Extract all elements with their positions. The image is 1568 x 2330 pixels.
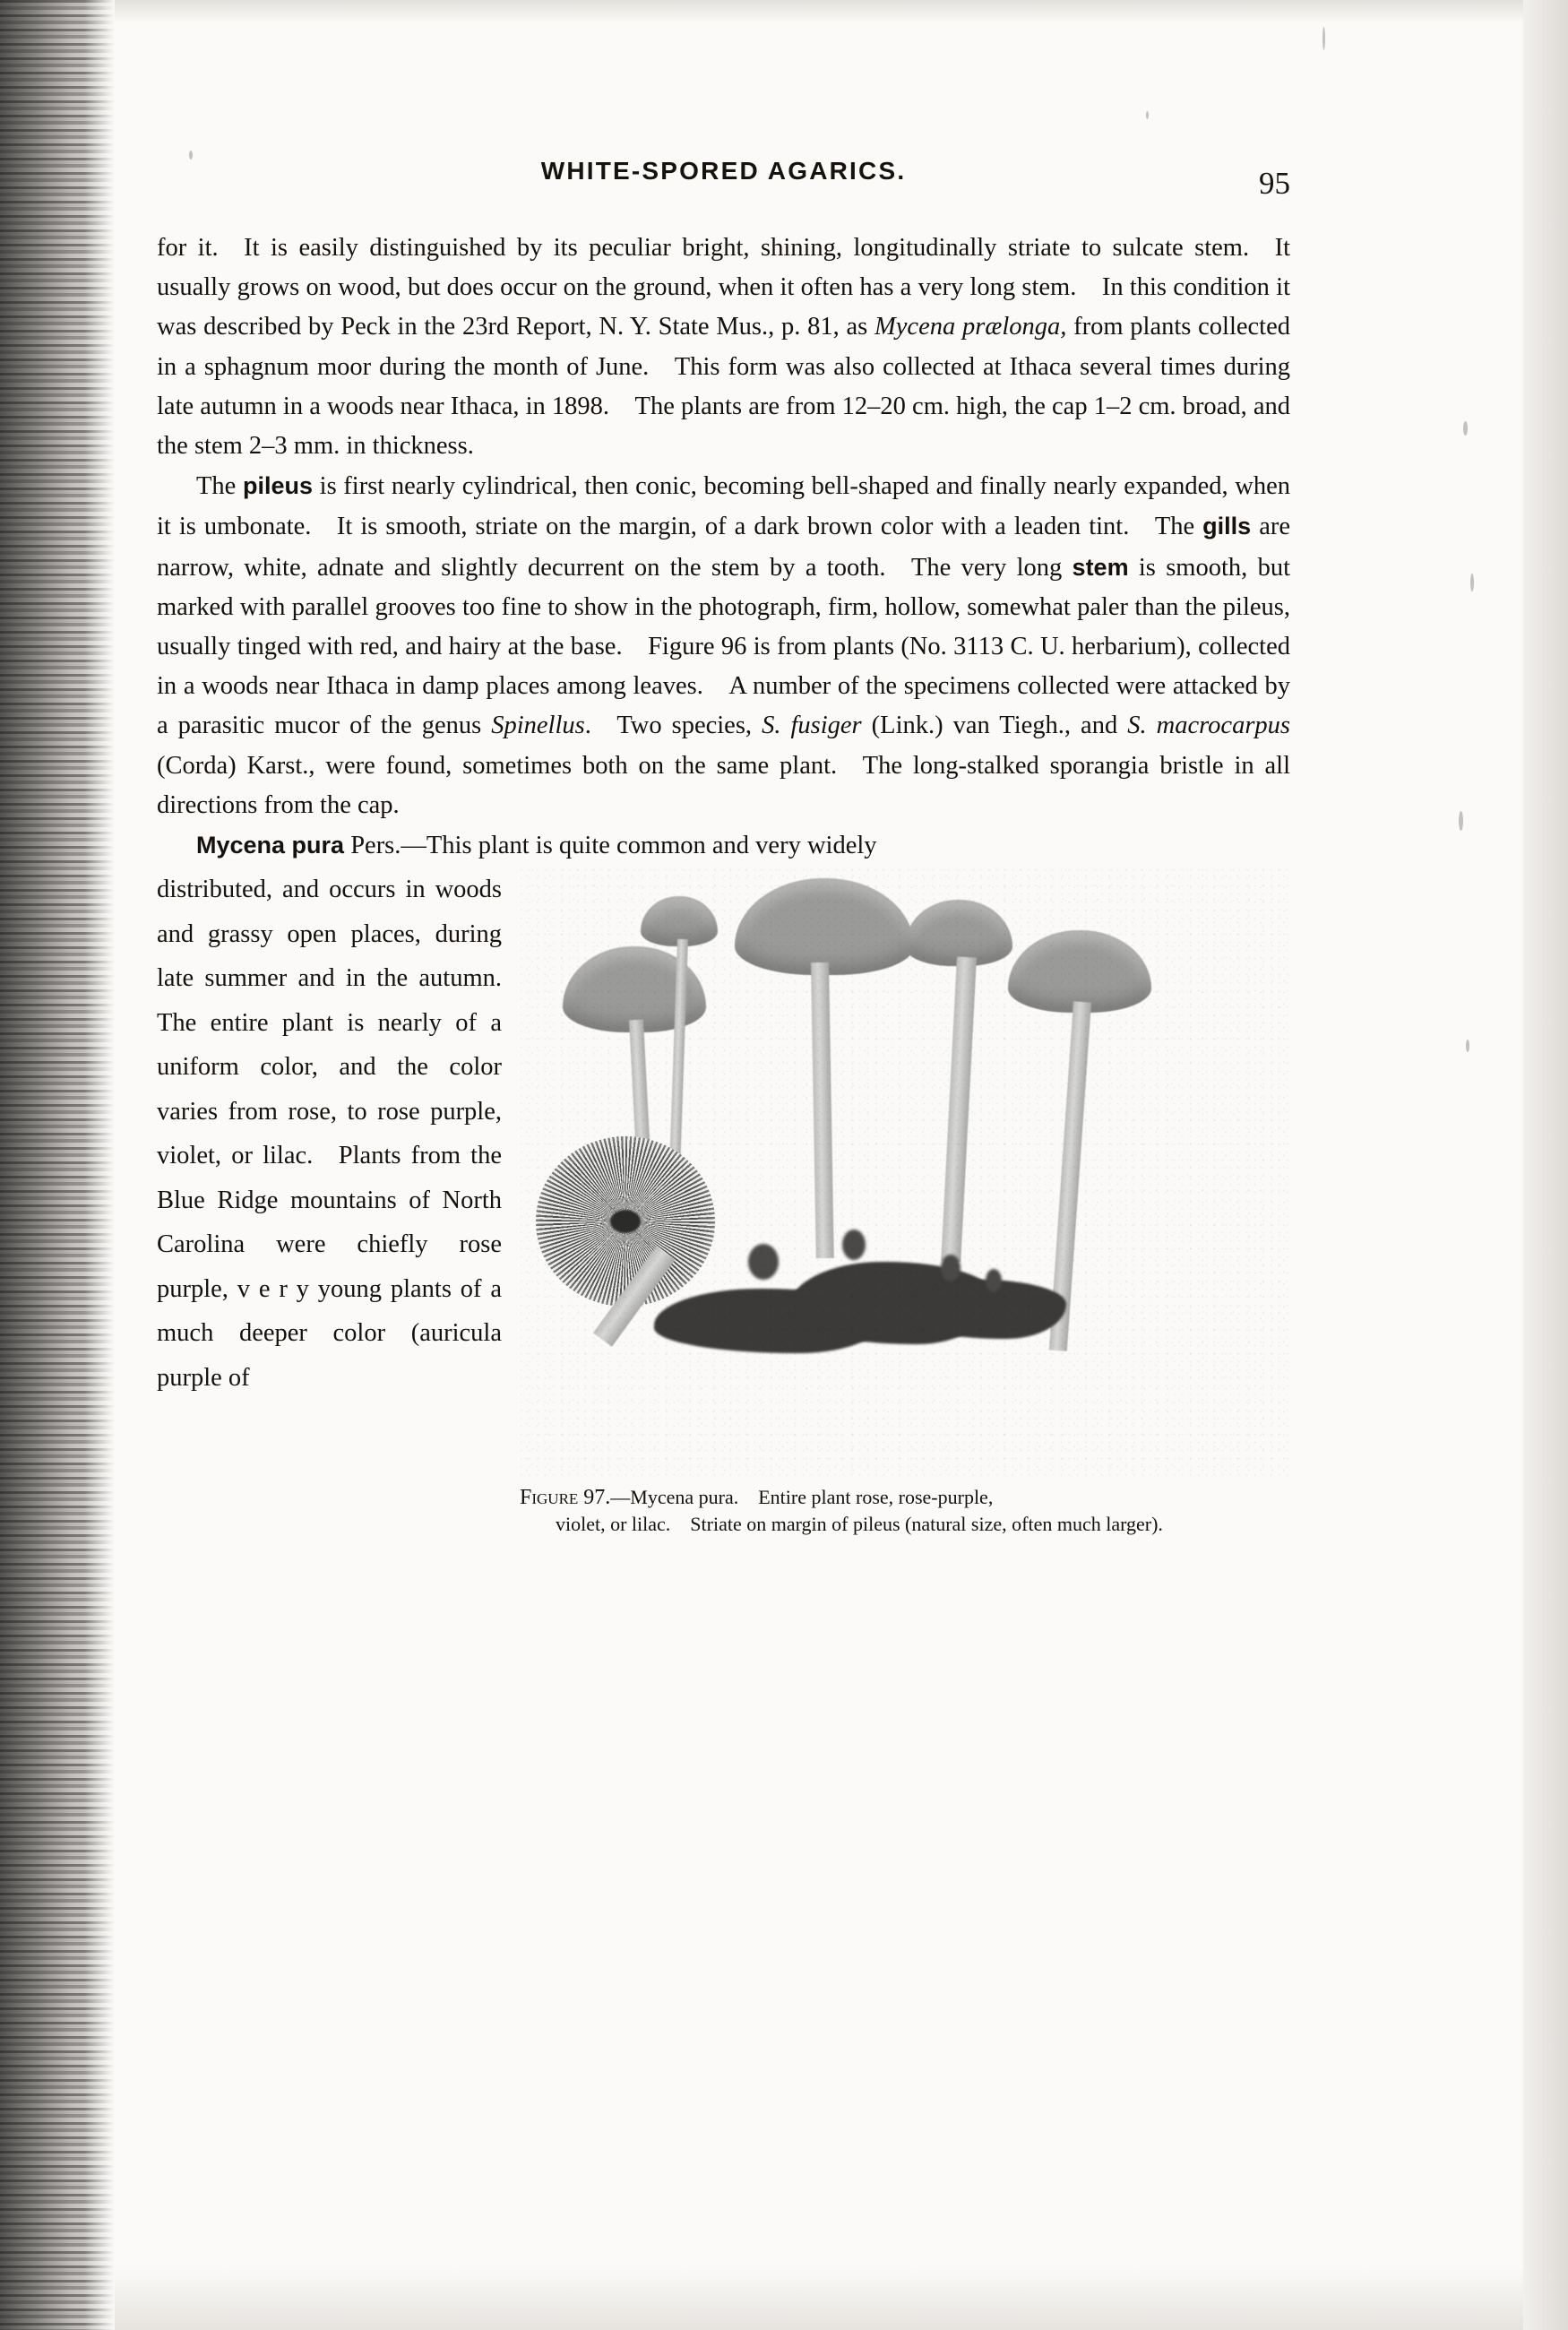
figure-caption-label: Figure 97. bbox=[520, 1486, 611, 1510]
para3-text-a: Pers.—This plant is quite common and very widely bbox=[344, 832, 877, 860]
mushroom-stem bbox=[811, 962, 834, 1258]
scan-speck bbox=[1466, 1040, 1469, 1052]
para1-italic-species: Mycena prælonga, bbox=[874, 313, 1067, 341]
figure-caption-line1: —Mycena pura. Entire plant rose, rose-purple, bbox=[610, 1486, 994, 1509]
paragraph-3-opening bbox=[157, 825, 1290, 866]
term-mycena-pura: Mycena pura bbox=[196, 832, 345, 859]
ground-litter bbox=[905, 1280, 1066, 1339]
scan-speck bbox=[1146, 111, 1149, 119]
para2-text-d: is smooth, but marked with parallel grooves too fine to show in the photograph, firm, hollow, somewhat paler than the pileus, usually tinged with red, and hairy at the base. Figure 96 is from plants (No. 3113 C. U. herbarium), collected in a woods near Ithaca in damp places among leaves. A number of the specimens collected were attacked by a parasitic mucor of the genus bbox=[157, 553, 1290, 740]
paragraph-1 bbox=[157, 229, 1290, 466]
figure-caption-line2: violet, or lilac. Striate on margin of pileus (natural size, often much larger). bbox=[556, 1513, 1163, 1536]
para2-text-f: (Link.) van Tiegh., and bbox=[861, 712, 1128, 740]
wrap-column-text: distributed, and occurs in woods and grassy open places, during late summer and in the autumn. The entire plant is nearly of a uniform color, and the color varies from rose, to rose purple, violet, or lilac. Plants from the Blue Ridge mountains of North Carolina were chiefly rose purple, v e r y young plants of a much deeper color (auricula purple of bbox=[157, 876, 502, 1392]
para2-text-e: . Two species, bbox=[584, 712, 762, 740]
para1-text-b: from plants collected in a sphagnum moor during the month of June. This form was also collected at Ithaca several times during late autumn in a woods near Ithaca, in 1898. The plants are from 12–20 cm. high, the cap 1–2 cm. broad, and the stem 2–3 mm. in thickness. bbox=[157, 313, 1290, 461]
mushroom-cap bbox=[735, 878, 914, 975]
paragraph-2 bbox=[157, 466, 1290, 825]
scan-speck bbox=[1463, 421, 1468, 436]
scan-speck bbox=[1459, 811, 1463, 831]
para2-italic-macrocarpus: S. macrocarpus bbox=[1127, 712, 1290, 740]
ground-moss bbox=[748, 1244, 779, 1280]
figure-and-wrap-column bbox=[157, 867, 1290, 1538]
para1-text-a: for it. It is easily distinguished by its peculiar bright, shining, longitudinally striate to sulcate stem. It usually grows on wood, but does occur on the ground, when it often has a very long stem. In this condition it was described by Peck in the 23rd Report, N. Y. State Mus., p. 81, as bbox=[157, 234, 1290, 341]
mushroom-gills-underside bbox=[536, 1136, 715, 1307]
scan-edge-left bbox=[0, 0, 115, 2330]
running-head-title: WHITE-SPORED AGARICS. bbox=[540, 157, 907, 185]
gill-hub bbox=[610, 1210, 641, 1233]
para2-text-a: The bbox=[196, 472, 243, 501]
para2-text-b: is first nearly cylindrical, then conic, becoming bell-shaped and finally nearly expanded, when it is umbonate. It is smooth, striate on the margin, of a dark brown color with a leaden tint. The bbox=[157, 472, 1291, 541]
para2-text-c: are narrow, white, adnate and slightly decurrent on the stem by a tooth. The very long bbox=[157, 513, 1290, 582]
para2-text-g: (Corda) Karst., were found, sometimes both on the same plant. The long-stalked sporangia bristle in all directions from the cap. bbox=[157, 751, 1290, 819]
para2-italic-spinellus: Spinellus bbox=[491, 712, 585, 740]
mushroom-stem bbox=[941, 957, 977, 1263]
scan-edge-top bbox=[108, 0, 1523, 23]
term-stem: stem bbox=[1072, 553, 1129, 581]
term-gills: gills bbox=[1202, 513, 1252, 540]
term-pileus: pileus bbox=[242, 472, 313, 500]
figure-image-mycena-pura bbox=[520, 867, 1290, 1477]
scan-speck bbox=[1322, 27, 1325, 50]
scan-edge-right bbox=[1521, 0, 1568, 2330]
running-head bbox=[157, 157, 1290, 201]
page-number: 95 bbox=[1259, 166, 1290, 201]
figure-caption bbox=[520, 1484, 1281, 1538]
page-content bbox=[157, 157, 1290, 1538]
figure-97 bbox=[520, 867, 1290, 1538]
ground-moss bbox=[842, 1230, 866, 1260]
scan-edge-bottom bbox=[108, 2267, 1523, 2330]
mushroom-cap bbox=[1008, 930, 1151, 1013]
para2-italic-fusiger: S. fusiger bbox=[762, 712, 862, 740]
scan-speck bbox=[1470, 574, 1474, 591]
